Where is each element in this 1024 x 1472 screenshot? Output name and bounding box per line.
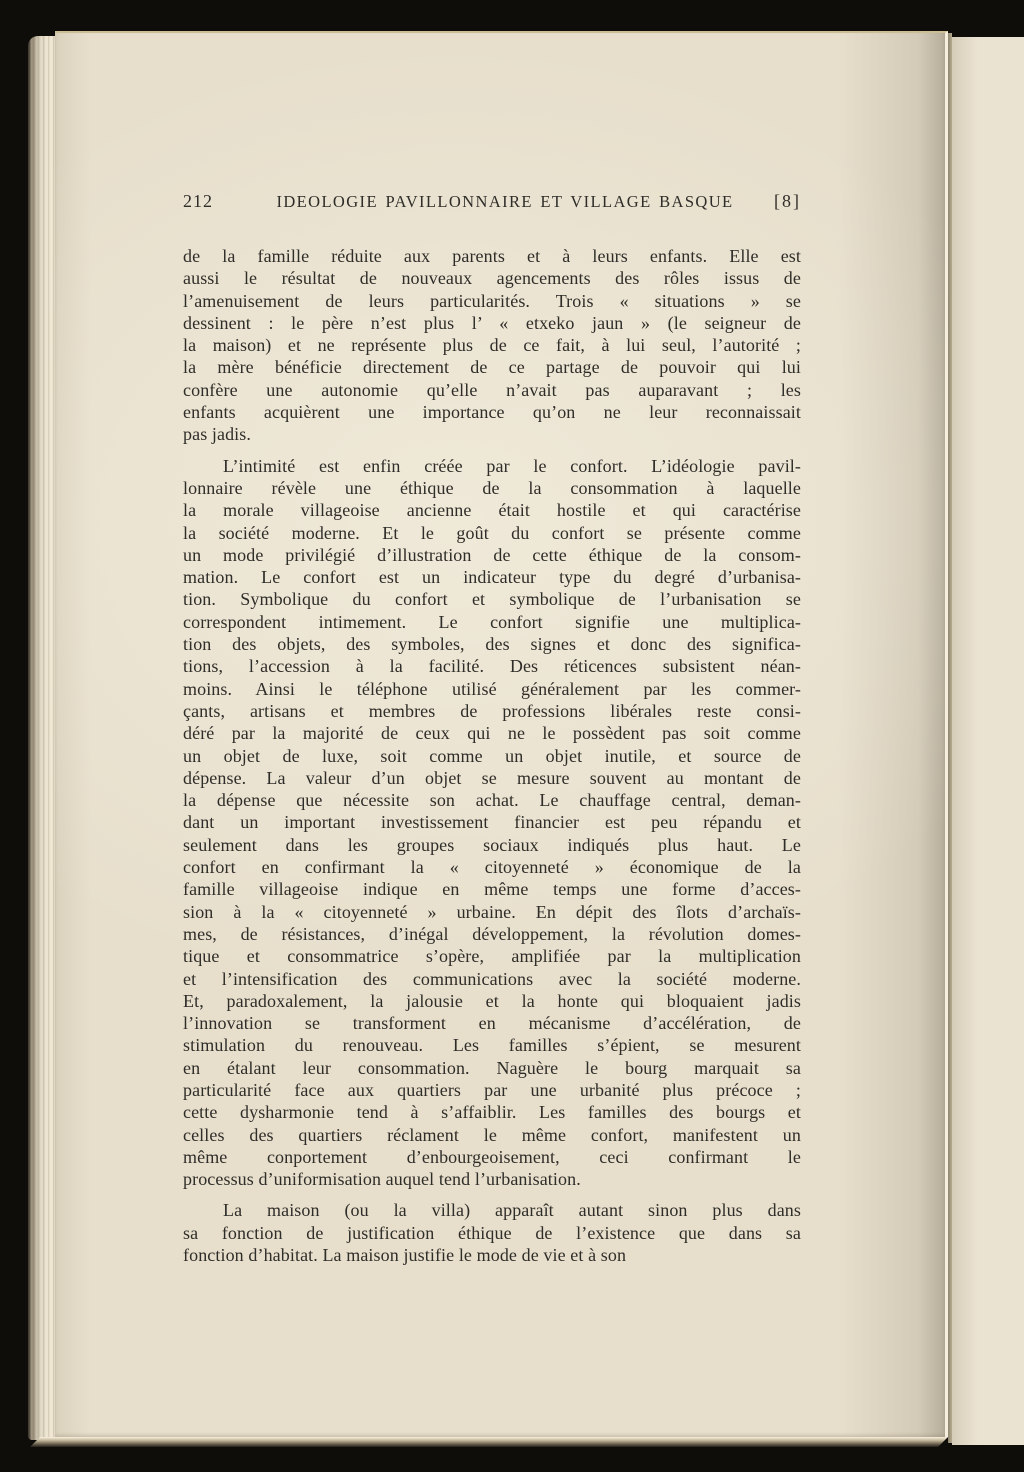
text-line: déré par la majorité de ceux qui ne le possèdent pas soit comme	[183, 723, 801, 744]
text-line: particularité face aux quartiers par une urbanité plus précoce ;	[183, 1079, 801, 1100]
text-line: tion. Symbolique du confort et symbolique de l’urbanisation se	[183, 589, 801, 610]
text-line: tion des objets, des symboles, des signes et donc des significa-	[183, 634, 801, 655]
text-line: çants, artisans et membres de professions libérales reste consi-	[183, 700, 801, 721]
paragraph	[183, 1199, 801, 1266]
section-marker: [8]	[774, 191, 801, 211]
text-line: l’amenuisement de leurs particularités. Trois « situations » se	[183, 290, 801, 311]
text-line: même conportement d’enbourgeoisement, ceci confirmant le	[183, 1146, 801, 1167]
text-line: en étalant leur consommation. Naguère le bourg marquait sa	[183, 1057, 801, 1078]
page-stack-edge	[28, 36, 58, 1440]
text-line: la morale villageoise ancienne était hostile et qui caractérise	[183, 500, 801, 521]
text-line: correspondent intimement. Le confort signifie une multiplica-	[183, 611, 801, 632]
text-line: La maison (ou la villa) apparaît autant sinon plus dans	[223, 1200, 801, 1221]
paragraph	[183, 245, 801, 446]
text-block	[183, 245, 801, 1266]
book-page	[55, 31, 948, 1437]
running-title: IDEOLOGIE PAVILLONNAIRE ET VILLAGE BASQUE	[276, 192, 734, 211]
text-line: Et, paradoxalement, la jalousie et la honte qui bloquaient jadis	[183, 990, 801, 1011]
text-line: dépense. La valeur d’un objet se mesure souvent au montant de	[183, 767, 801, 788]
text-line: tique et consommatrice s’opère, amplifiée par la multiplication	[183, 946, 801, 967]
text-line: fonction d’habitat. La maison justifie le mode de vie et à son	[183, 1245, 627, 1266]
text-line: sion à la « citoyenneté » urbaine. En dépit des îlots d’archaïs-	[183, 901, 801, 922]
text-line: de la famille réduite aux parents et à leurs enfants. Elle est	[183, 246, 801, 266]
text-line: confère une autonomie qu’elle n’avait pas auparavant ; les	[183, 379, 801, 400]
page-number: 212	[183, 191, 213, 211]
paragraph	[183, 455, 801, 1191]
text-line: la société moderne. Et le goût du confort se présente comme	[183, 522, 801, 543]
text-line: processus d’uniformisation auquel tend l’urbanisation.	[183, 1169, 581, 1190]
text-line: la maison) et ne représente plus de ce fait, à lui seul, l’autorité ;	[183, 335, 801, 356]
text-line: la mère bénéficie directement de ce partage de pouvoir qui lui	[183, 357, 801, 378]
text-line: mation. Le confort est un indicateur type du degré d’urbanisa-	[183, 567, 801, 588]
text-line: l’innovation se transforment en mécanisme d’accélération, de	[183, 1013, 801, 1034]
text-line: sa fonction de justification éthique de l’existence que dans sa	[183, 1222, 801, 1243]
text-line: un objet de luxe, soit comme un objet inutile, et source de	[183, 745, 801, 766]
text-line: moins. Ainsi le téléphone utilisé généralement par les commer-	[183, 678, 801, 699]
text-line: cette dysharmonie tend à s’affaiblir. Les familles des bourgs et	[183, 1102, 801, 1123]
text-line: un mode privilégié d’illustration de cette éthique de la consom-	[183, 544, 801, 565]
bottom-page-edges	[30, 1437, 948, 1447]
text-line: aussi le résultat de nouveaux agencements des rôles issus de	[183, 268, 801, 289]
text-line: enfants acquièrent une importance qu’on ne leur reconnaissait	[183, 402, 801, 423]
text-line: stimulation du renouveau. Les familles s’épient, se mesurent	[183, 1035, 801, 1056]
text-line: la dépense que nécessite son achat. Le chauffage central, deman-	[183, 790, 801, 811]
text-line: L’intimité est enfin créée par le confort. L’idéologie pavil-	[223, 455, 801, 476]
text-line: mes, de résistances, d’inégal développement, la révolution domes-	[183, 923, 801, 944]
text-line: seulement dans les groupes sociaux indiqués plus haut. Le	[183, 834, 801, 855]
running-header	[183, 190, 801, 213]
facing-page	[952, 37, 1024, 1445]
text-line: confort en confirmant la « citoyenneté » économique de la	[183, 857, 801, 878]
text-line: famille villageoise indique en même temps une forme d’acces-	[183, 879, 801, 900]
text-line: pas jadis.	[183, 424, 251, 445]
text-line: celles des quartiers réclament le même confort, manifestent un	[183, 1124, 801, 1145]
text-line: dessinent : le père n’est plus l’ « etxeko jaun » (le seigneur de	[183, 312, 801, 333]
text-line: tions, l’accession à la facilité. Des réticences subsistent néan-	[183, 656, 801, 677]
text-line: lonnaire révèle une éthique de la consommation à laquelle	[183, 477, 801, 498]
text-line: et l’intensification des communications avec la société moderne.	[183, 968, 801, 989]
text-line: dant un important investissement financier est peu répandu et	[183, 812, 801, 833]
